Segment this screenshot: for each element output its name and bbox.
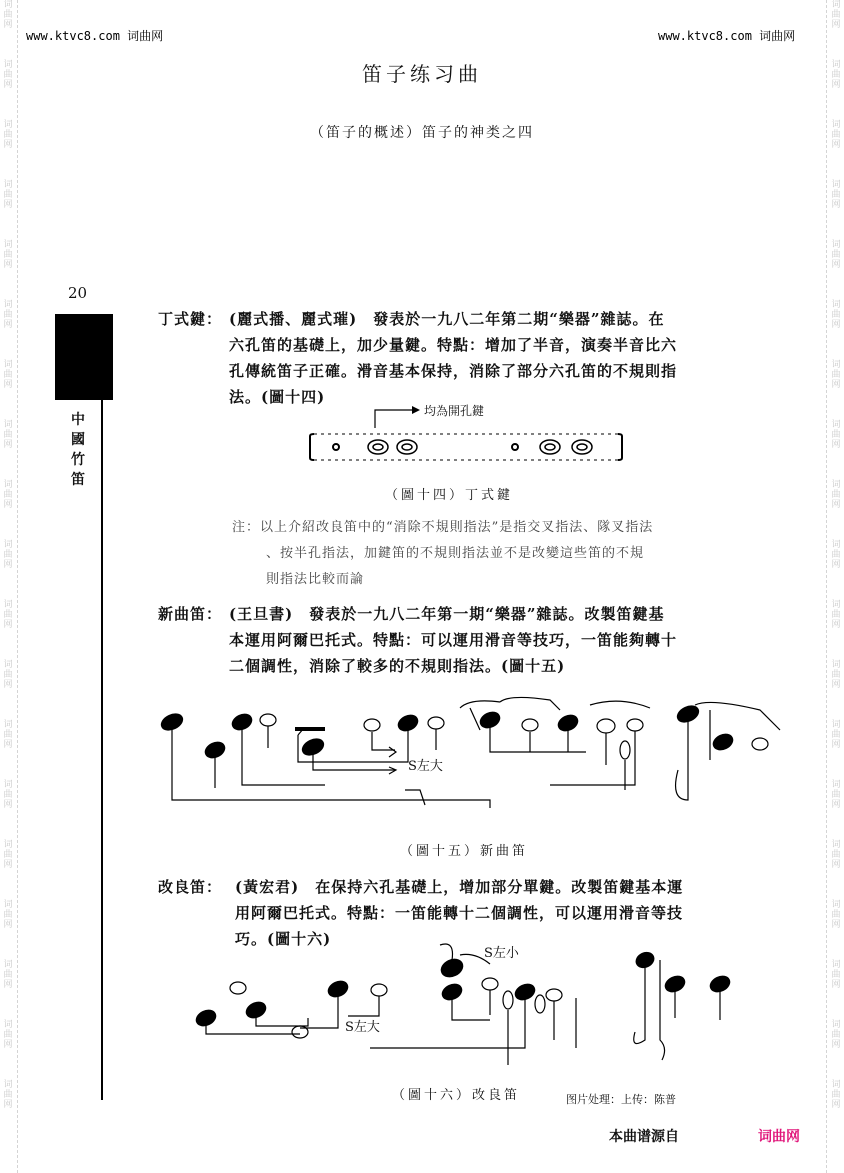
paragraph-1-line: 六孔笛的基礎上，加少量鍵。特點：增加了半音，演奏半音比六 <box>229 336 678 354</box>
watermark-text: 词 曲 网 <box>3 480 13 510</box>
paragraph-3-line: 巧。(圖十六) <box>235 930 332 948</box>
watermark-text: 词 曲 网 <box>831 660 841 690</box>
page-number: 20 <box>68 284 88 302</box>
watermark-text: 词 曲 网 <box>831 120 841 150</box>
paragraph-1 <box>229 306 769 410</box>
watermark-text: 词 曲 网 <box>3 120 13 150</box>
note-line: 則指法比較而論 <box>266 572 365 587</box>
page-subtitle: （笛子的概述）笛子的神类之四 <box>310 125 534 141</box>
watermark-text: 词 曲 网 <box>3 720 13 750</box>
paragraph-3-lead: 改良笛： <box>158 878 223 896</box>
paragraph-2-lead: 新曲笛： <box>158 605 223 623</box>
sidebar-title: 中國竹笛 <box>71 412 85 488</box>
watermark-text: 词 曲 网 <box>831 840 841 870</box>
watermark-text: 词 曲 网 <box>831 540 841 570</box>
watermark-text: 词 曲 网 <box>831 900 841 930</box>
paragraph-2-line: 本運用阿爾巴托式。特點：可以運用滑音等技巧，一笛能夠轉十 <box>229 631 678 649</box>
figure-15-caption: （圖十五）新曲笛 <box>400 844 529 859</box>
paragraph-3-line: 用阿爾巴托式。特點：一笛能轉十二個調性，可以運用滑音等技 <box>235 904 684 922</box>
footer-source-label: 本曲谱源自 <box>609 1129 679 1145</box>
header-site-left[interactable]: www.ktvc8.com 词曲网 <box>26 29 164 43</box>
watermark-text: 词 曲 网 <box>3 840 13 870</box>
paragraph-1-lead: 丁式鍵： <box>158 310 223 328</box>
watermark-text: 词 曲 网 <box>3 420 13 450</box>
watermark-text: 词 曲 网 <box>831 240 841 270</box>
paragraph-1-line: (麗式播、麗式璀) 發表於一九八二年第二期“樂器”雜誌。在 <box>229 310 665 328</box>
page-title: 笛子练习曲 <box>362 62 482 86</box>
header-site-right[interactable]: www.ktvc8.com 词曲网 <box>658 29 796 43</box>
figure-16-caption: （圖十六）改良笛 <box>392 1088 521 1103</box>
image-credit: 图片处理：上传：陈普 <box>566 1093 676 1106</box>
left-border-line <box>17 0 18 1173</box>
paragraph-3-line: (黃宏君) 在保持六孔基礎上，增加部分單鍵。改製笛鍵基本運 <box>235 878 684 896</box>
watermark-text: 词 曲 网 <box>831 600 841 630</box>
watermark-text: 词 曲 网 <box>3 360 13 390</box>
watermark-text: 词 曲 网 <box>3 540 13 570</box>
paragraph-1-line: 孔傳統笛子正確。滑音基本保持，消除了部分六孔笛的不規則指 <box>229 362 678 380</box>
watermark-text: 词 曲 网 <box>3 240 13 270</box>
figure-16-key-diagram <box>190 940 750 1080</box>
note-line: 注：以上介紹改良笛中的“消除不規則指法”是指交叉指法、隊叉指法 <box>232 520 654 535</box>
watermark-text: 词 曲 网 <box>831 60 841 90</box>
watermark-text: 词 曲 网 <box>3 780 13 810</box>
watermark-text: 词 曲 网 <box>3 1080 13 1110</box>
watermark-text: 词 曲 网 <box>831 1080 841 1110</box>
note-line: 、按半孔指法，加鍵笛的不規則指法並不是改變這些笛的不規 <box>266 546 645 561</box>
watermark-text: 词 曲 网 <box>831 360 841 390</box>
watermark-text: 词 曲 网 <box>3 960 13 990</box>
figure-14-callout: 均為開孔鍵 <box>424 404 485 418</box>
watermark-text: 词 曲 网 <box>3 180 13 210</box>
watermark-text: 词 曲 网 <box>831 720 841 750</box>
watermark-text: 词 曲 网 <box>831 420 841 450</box>
watermark-text: 词 曲 网 <box>831 960 841 990</box>
watermark-text: 词 曲 网 <box>3 600 13 630</box>
watermark-text: 词 曲 网 <box>831 780 841 810</box>
watermark-text: 词 曲 网 <box>831 1020 841 1050</box>
figure-16-label-top: S左小 <box>484 946 519 961</box>
sidebar-black-block <box>55 314 113 400</box>
figure-15-key-diagram <box>150 690 790 820</box>
watermark-text: 词 曲 网 <box>3 660 13 690</box>
paragraph-2-line: (王旦書) 發表於一九八二年第一期“樂器”雜誌。改製笛鍵基 <box>229 605 665 623</box>
right-border-line <box>826 0 827 1173</box>
watermark-text: 词 曲 网 <box>831 180 841 210</box>
note-block <box>232 515 792 593</box>
watermark-text: 词 曲 网 <box>3 0 13 30</box>
watermark-text: 词 曲 网 <box>3 900 13 930</box>
watermark-text: 词 曲 网 <box>831 480 841 510</box>
figure-14-caption: （圖十四）丁式鍵 <box>385 488 514 503</box>
sidebar-rule <box>101 400 103 1100</box>
watermark-text: 词 曲 网 <box>3 1020 13 1050</box>
left-watermark <box>0 0 16 1173</box>
paragraph-2-line: 二個調性，消除了較多的不規則指法。(圖十五) <box>229 657 566 675</box>
right-watermark <box>828 0 844 1173</box>
paragraph-1-line: 法。(圖十四) <box>229 388 326 406</box>
footer-brand-link[interactable]: 词曲网 <box>758 1129 800 1145</box>
paragraph-2 <box>229 601 769 679</box>
watermark-text: 词 曲 网 <box>831 300 841 330</box>
figure-15-label: S左大 <box>408 759 443 774</box>
figure-16-label-bottom: S左大 <box>345 1020 380 1035</box>
watermark-text: 词 曲 网 <box>3 300 13 330</box>
watermark-text: 词 曲 网 <box>3 60 13 90</box>
watermark-text: 词 曲 网 <box>831 0 841 30</box>
